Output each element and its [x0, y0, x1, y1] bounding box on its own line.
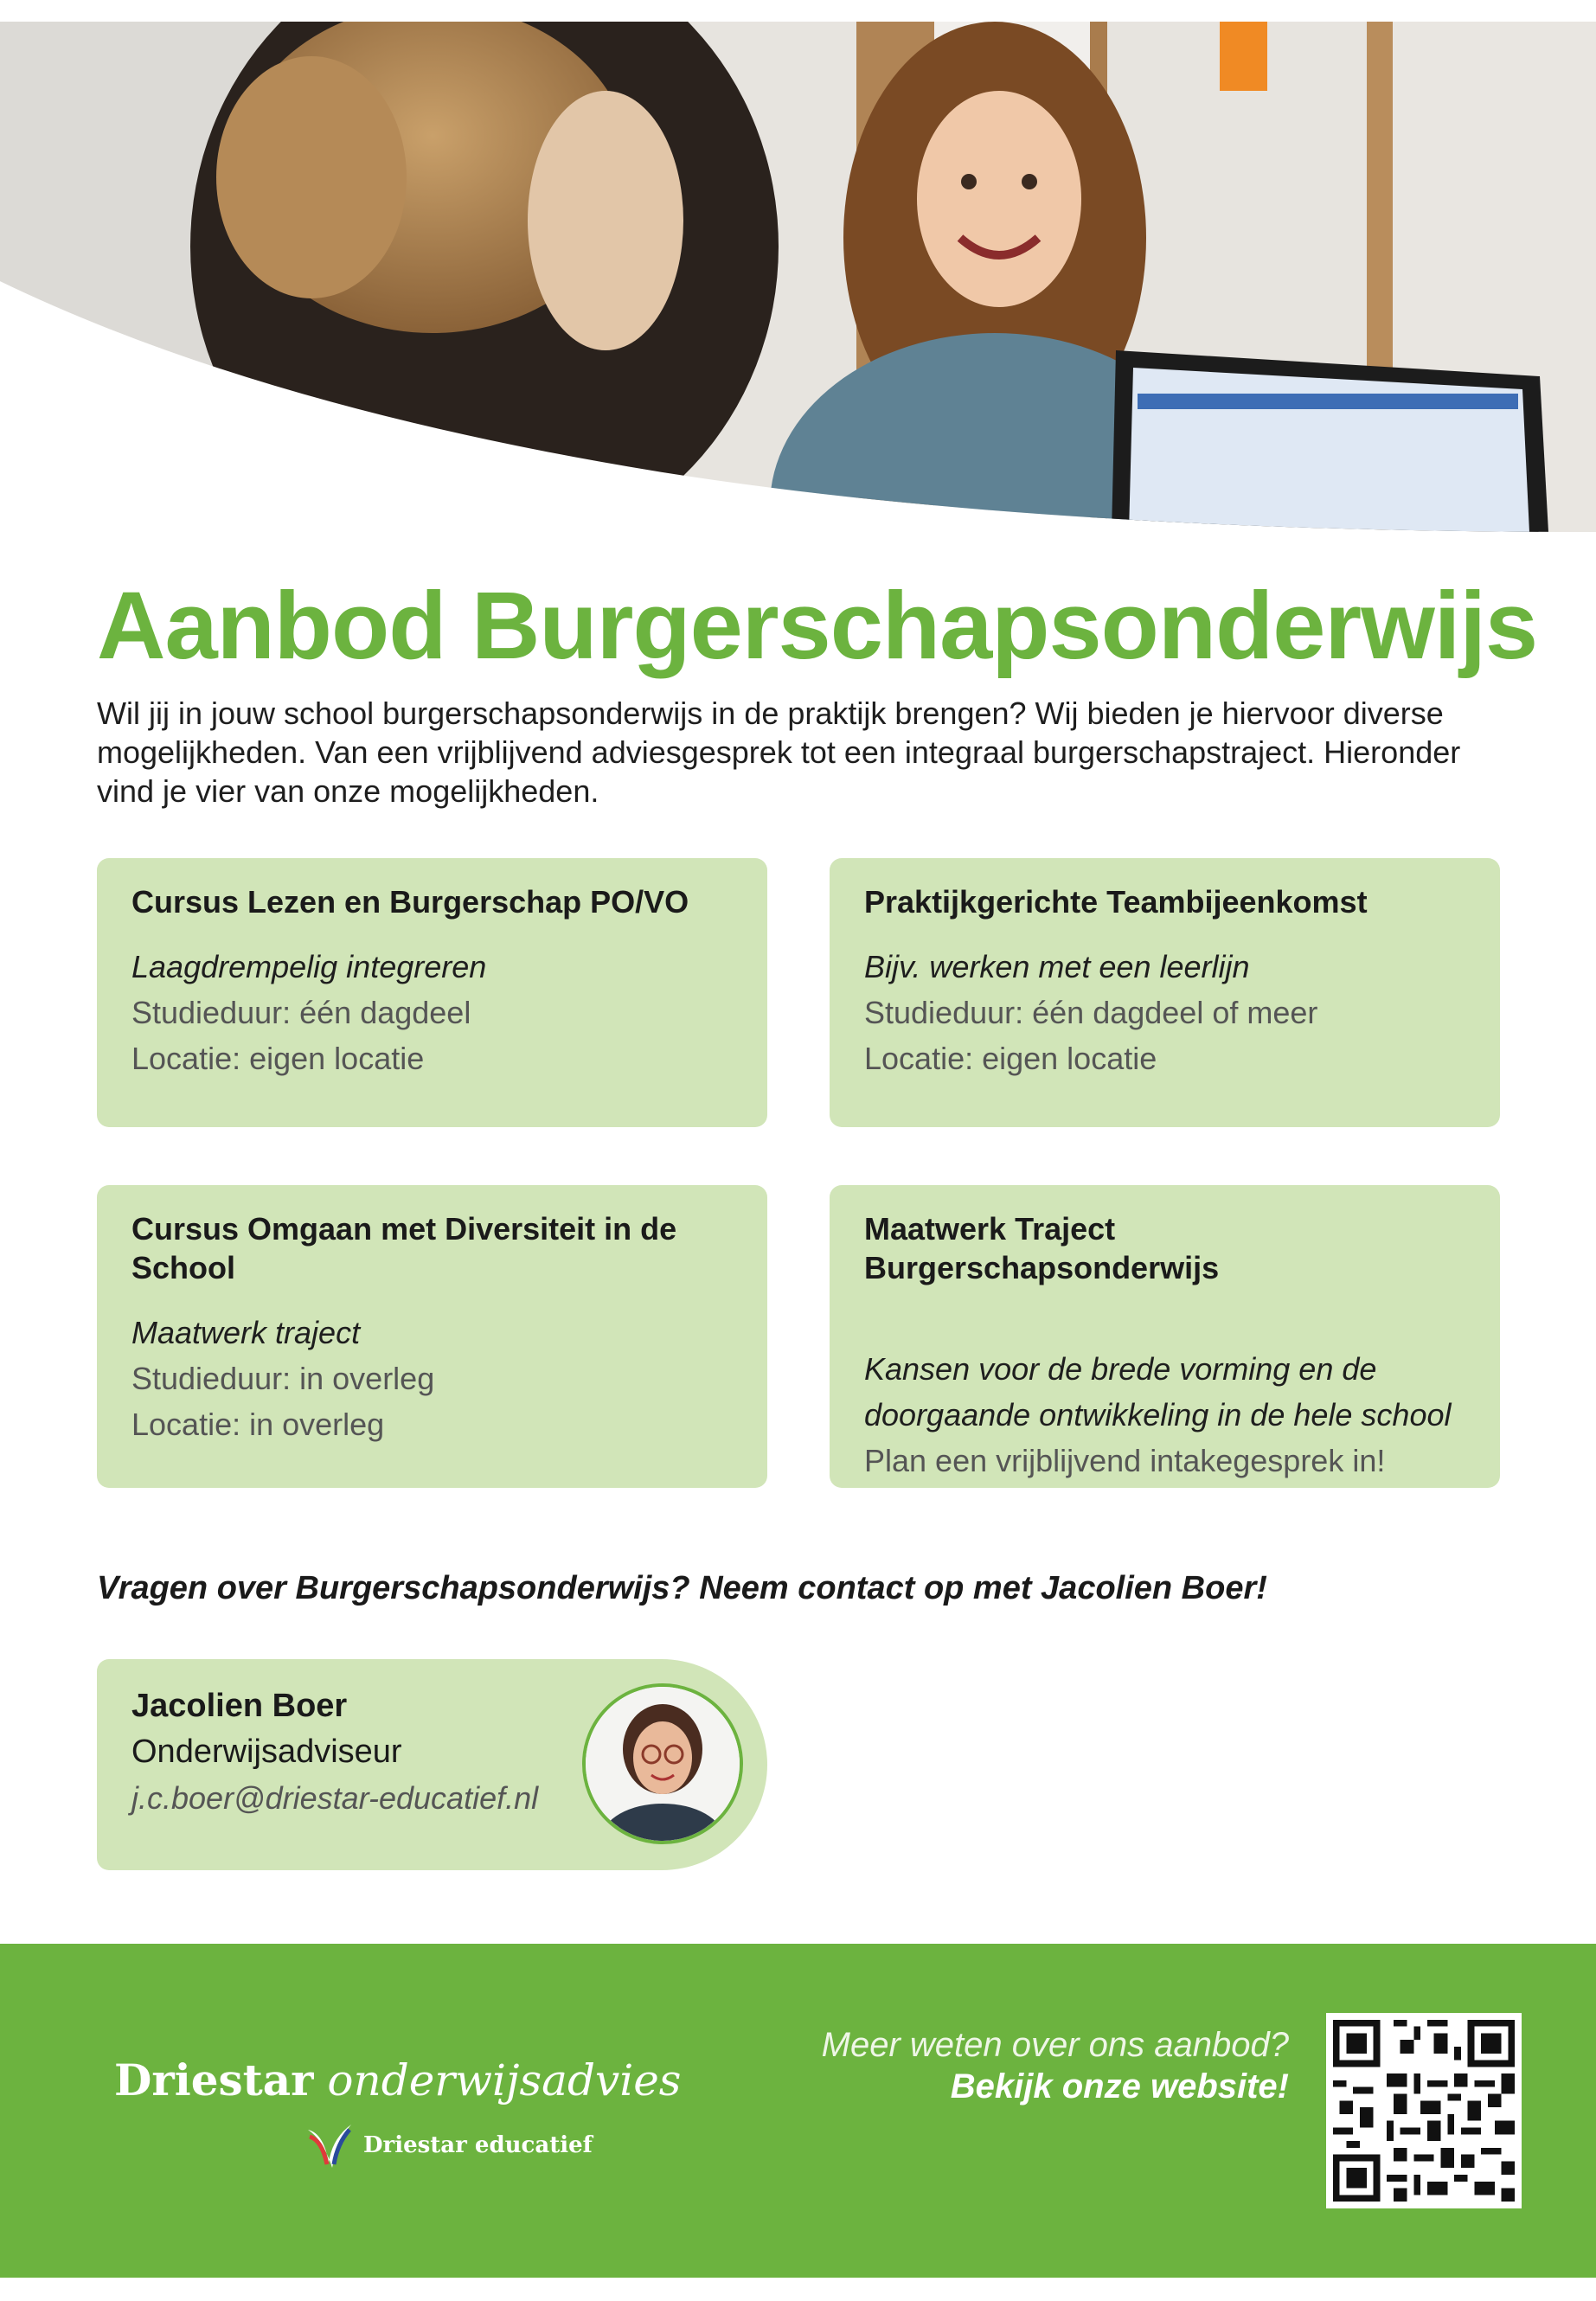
offer-card-call-to-action: Plan een vrijblijvend intakegesprek in! [864, 1443, 1386, 1478]
offer-card-duration: Studieduur: in overleg [131, 1361, 435, 1396]
contact-email-link[interactable]: j.c.boer@driestar-educatief.nl [131, 1780, 539, 1816]
qr-code-icon[interactable] [1326, 2013, 1522, 2208]
website-cta: Meer weten over ons aanbod? Bekijk onze website! [821, 2026, 1289, 2106]
hero-photo [0, 22, 1596, 532]
offer-card-subtitle-line: Kansen voor de brede vorming en de [864, 1351, 1377, 1387]
offer-card-title: Cursus Lezen en Burgerschap PO/VO [131, 884, 689, 920]
intro-paragraph: Wil jij in jouw school burgerschapsonderwijs in de praktijk brengen? Wij bieden je hiervoor diverse mogelijkheden. Van een vrijblijvend adviesgesprek tot een integraal burgerschapstraject. Hieronder vind je vier van onze mogelijkheden. [97, 695, 1461, 809]
page-title: Aanbod Burgerschapsonderwijs [97, 573, 1538, 679]
offer-card-title: Maatwerk Traject Burgerschapsonderwijs [864, 1211, 1220, 1285]
offer-card-lezen [97, 858, 767, 1127]
offer-card-subtitle: Laagdrempelig integreren [131, 949, 487, 984]
footer-banner [0, 1944, 1596, 2278]
brand-logo: Driestar onderwijsadvies [114, 2054, 682, 2106]
offer-card-title: Praktijkgerichte Teambijeenkomst [864, 884, 1368, 920]
offer-card-teambijeenkomst [830, 858, 1500, 1127]
offer-card-duration: Studieduur: één dagdeel [131, 995, 471, 1030]
offer-card-title: Cursus Omgaan met Diversiteit in de School [131, 1211, 677, 1285]
offer-card-subtitle: Maatwerk traject [131, 1315, 361, 1350]
offer-card-duration: Studieduur: één dagdeel of meer [864, 995, 1318, 1030]
offer-card-subtitle-line: doorgaande ontwikkeling in de hele school [864, 1397, 1452, 1433]
offer-card-subtitle: Bijv. werken met een leerlijn [864, 949, 1250, 984]
offer-card-location: Locatie: in overleg [131, 1407, 385, 1442]
contact-card [97, 1659, 767, 1870]
offer-card-location: Locatie: eigen locatie [131, 1041, 425, 1076]
contact-role: Onderwijsadviseur [131, 1734, 402, 1770]
avatar [582, 1683, 743, 1844]
offer-card-maatwerk [830, 1185, 1500, 1488]
driestar-educatief-logo: Driestar educatief [303, 2119, 593, 2171]
contact-name: Jacolien Boer [131, 1688, 348, 1724]
offer-card-location: Locatie: eigen locatie [864, 1041, 1157, 1076]
driestar-bird-icon [303, 2121, 355, 2170]
contact-question: Vragen over Burgerschapsonderwijs? Neem contact op met Jacolien Boer! [97, 1570, 1267, 1606]
offer-card-diversiteit [97, 1185, 767, 1488]
